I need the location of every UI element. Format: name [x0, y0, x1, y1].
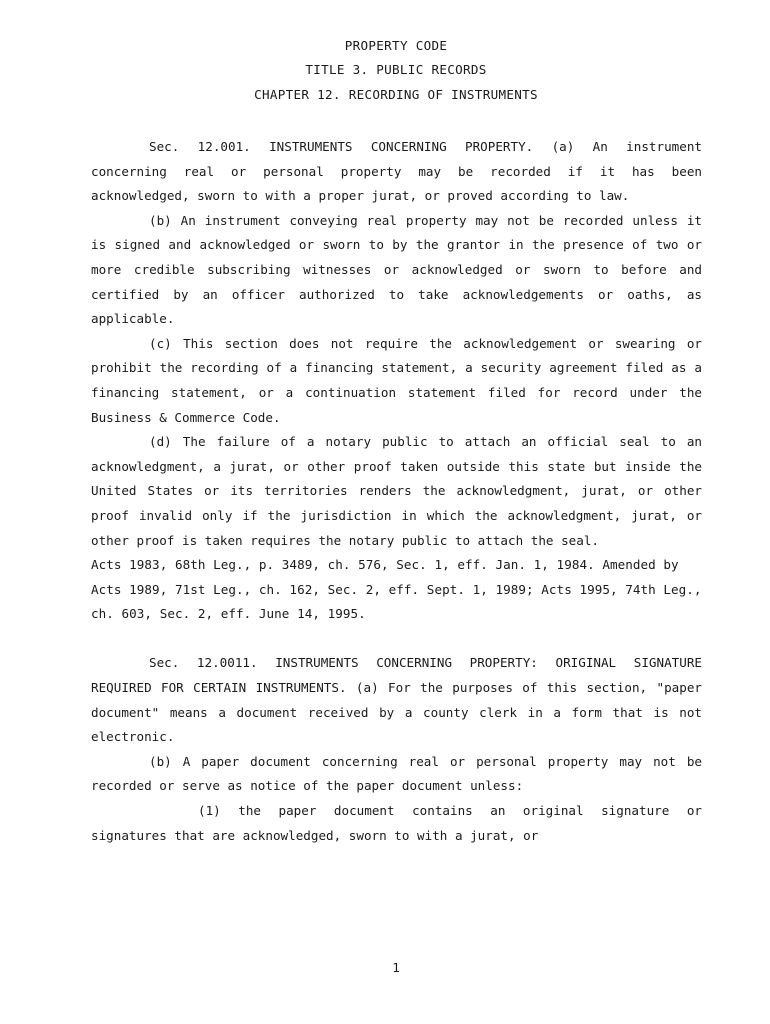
section-gap — [91, 627, 702, 652]
sec-12-001-history: Acts 1983, 68th Leg., p. 3489, ch. 576, Sec. 1, eff. Jan. 1, 1984. Amended by Acts 1989, 71st Leg., ch. 162, Sec. 2, eff. Sept. 1, 1989; Acts 1995, 74th Leg., ch. 603, Sec. 2, eff. June 14, 1995. — [91, 557, 702, 622]
sec-12-001-subsection-b: (b) An instrument conveying real property may not be recorded unless it is signed and acknowledged or sworn to by the grantor in the presence of two or more credible subscribing witnesses or acknowledged or sworn to before and certified by an officer authorized to take acknowledgements or oaths, as applicable. — [91, 212, 702, 327]
sec-12-0011-item-1: (1) the paper document contains an original signature or signatures that are acknowledged, sworn to with a jurat, or — [91, 803, 702, 843]
chapter-heading: CHAPTER 12. RECORDING OF INSTRUMENTS — [254, 87, 538, 102]
sec-12-001-subsection-d: (d) The failure of a notary public to attach an official seal to an acknowledgment, a jurat, or other proof taken outside this state but inside the United States or its territories renders the acknowledgment, jurat, or other proof invalid only if the jurisdiction in which the acknowledgment, jurat, or other proof is taken requires the notary public to attach the seal. — [91, 434, 702, 548]
statute-body — [91, 135, 702, 848]
sec-12-0011-subsection-a: Sec. 12.0011. INSTRUMENTS CONCERNING PROPERTY: ORIGINAL SIGNATURE REQUIRED FOR CERTAIN INSTRUMENTS. (a) For the purposes of this section, "paper document" means a document received by a county clerk in a form that is not electronic. — [91, 655, 702, 745]
title-heading: TITLE 3. PUBLIC RECORDS — [305, 62, 487, 77]
sec-12-001-subsection-c: (c) This section does not require the acknowledgement or swearing or prohibit the recording of a financing statement, a security agreement filed as a financing statement, or a continuation statement filed for record under the Business & Commerce Code. — [91, 335, 702, 425]
sec-12-0011-subsection-b: (b) A paper document concerning real or personal property may not be recorded or serve as notice of the paper document unless: — [91, 753, 702, 794]
code-title: PROPERTY CODE — [344, 38, 448, 53]
sec-12-001-subsection-a: Sec. 12.001. INSTRUMENTS CONCERNING PROPERTY. (a) An instrument concerning real or personal property may be recorded if it has been acknowledged, sworn to with a proper jurat, or proved according to law. — [91, 139, 702, 204]
page-number: 1 — [392, 960, 400, 975]
